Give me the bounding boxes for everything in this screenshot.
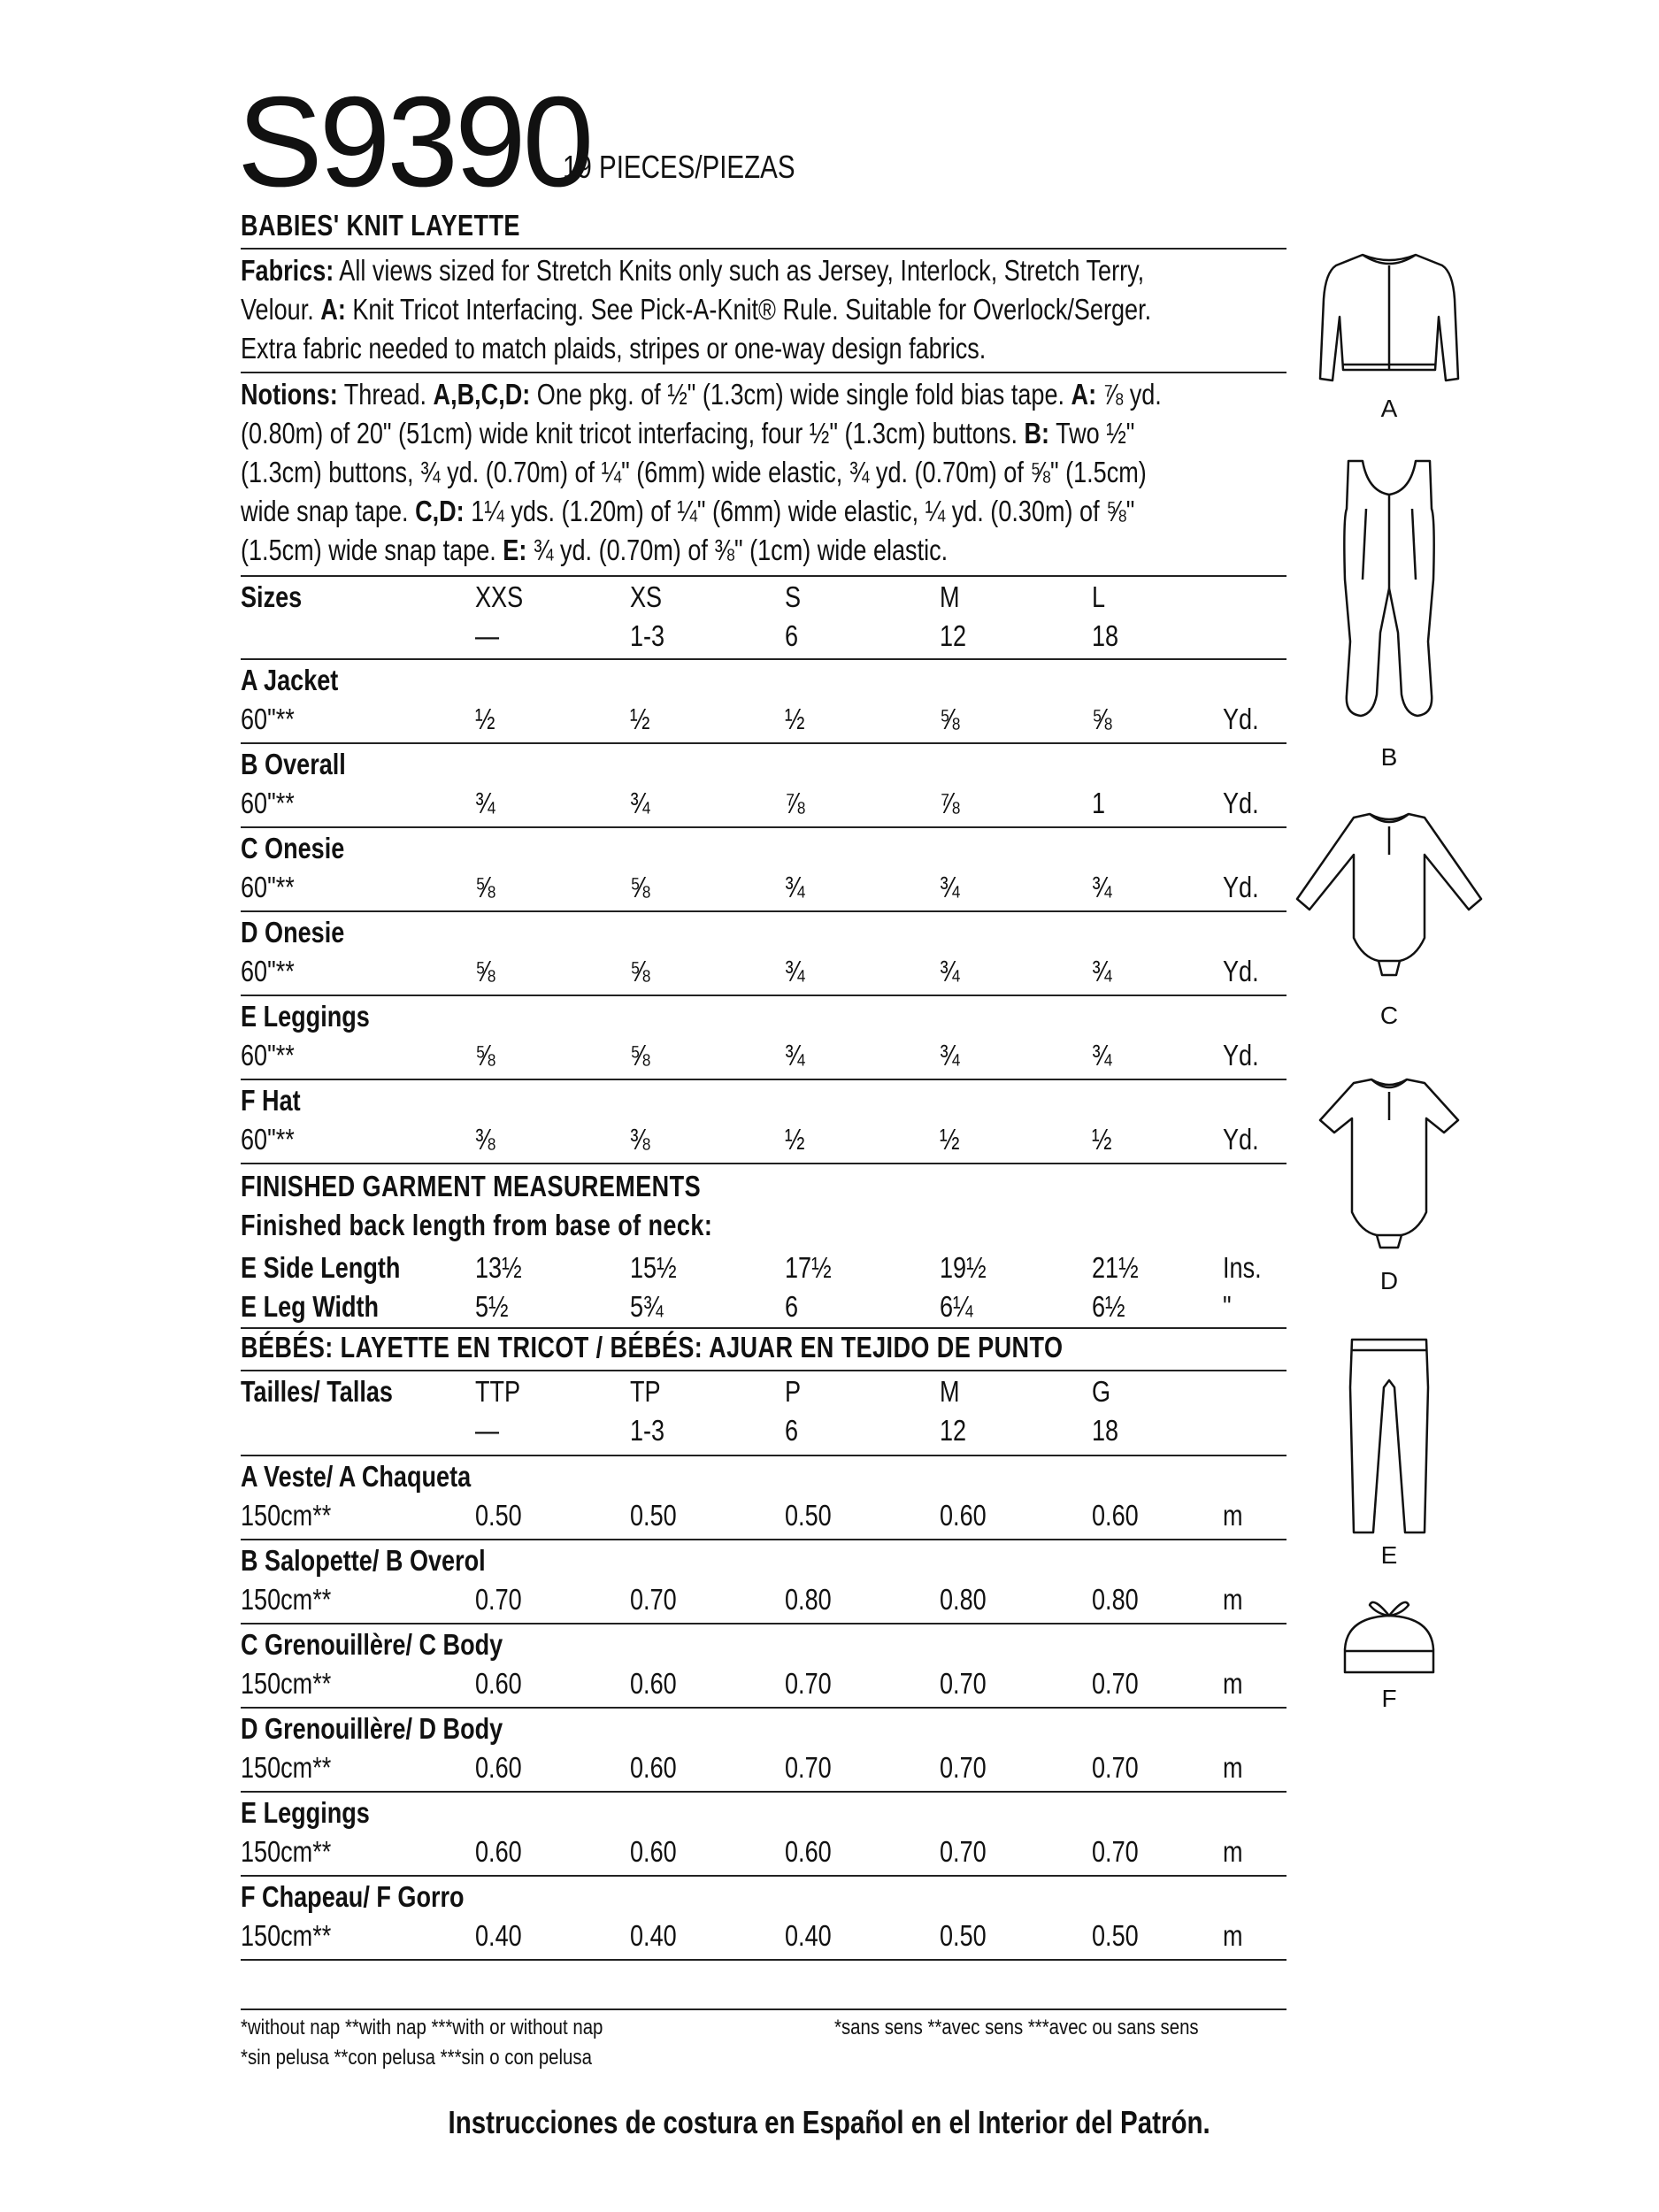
- notions-text: (0.80m) of 20" (51cm) wide knit tricot interfacing, four ½" (1.3cm) buttons.: [241, 417, 1025, 449]
- value-cell: ½: [940, 1123, 960, 1156]
- pattern-title: BABIES' KNIT LAYETTE: [241, 209, 520, 242]
- value-cell: ¾: [940, 1039, 960, 1071]
- value-cell: ¾: [940, 871, 960, 903]
- row-label: D Onesie: [241, 916, 345, 949]
- notions-section: [241, 375, 1279, 570]
- row-label: E Leggings: [241, 1000, 370, 1033]
- table-row: [241, 1793, 1286, 1877]
- row-divider: [241, 1163, 1286, 1164]
- fabric-width: 150cm**: [241, 1499, 332, 1532]
- row-label: F Hat: [241, 1084, 301, 1117]
- hat-figure: [1334, 1593, 1444, 1681]
- row-label: C Grenouillère/ C Body: [241, 1628, 503, 1661]
- fabrics-line-2b: A:: [320, 293, 346, 326]
- value-cell: 0.60: [940, 1499, 987, 1532]
- figure-label-d: D: [1379, 1267, 1399, 1294]
- value-cell: 0.50: [1092, 1919, 1139, 1952]
- value-cell: 13½: [475, 1251, 522, 1284]
- unit-cell: Yd.: [1223, 955, 1259, 987]
- table-row: [241, 660, 1286, 744]
- piece-count: 19 PIECES/PIEZAS: [563, 149, 795, 185]
- value-cell: ½: [630, 703, 650, 735]
- fabric-width: 60"**: [241, 871, 295, 903]
- row-label: E Leggings: [241, 1796, 370, 1829]
- fabric-width: 60"**: [241, 1123, 295, 1156]
- size-label: TTP: [475, 1375, 521, 1408]
- value-cell: 0.50: [630, 1499, 677, 1532]
- notions-view: C,D:: [415, 495, 465, 527]
- age-label: 6: [785, 1414, 799, 1447]
- unit-cell: Yd.: [1223, 871, 1259, 903]
- age-label: 12: [940, 1414, 967, 1447]
- row-label: D Grenouillère/ D Body: [241, 1712, 503, 1745]
- value-cell: ⅝: [630, 1039, 650, 1071]
- age-label: 18: [1092, 619, 1119, 652]
- notions-text: One pkg. of ½" (1.3cm) wide single fold bias tape.: [530, 378, 1071, 411]
- size-label: G: [1092, 1375, 1111, 1408]
- table-row: [241, 744, 1286, 828]
- value-cell: ⅝: [630, 955, 650, 987]
- value-cell: 0.60: [785, 1835, 832, 1868]
- value-cell: ¾: [785, 1039, 805, 1071]
- figure-label-b: B: [1380, 743, 1398, 771]
- value-cell: 0.60: [1092, 1499, 1139, 1532]
- age-label: —: [475, 619, 500, 652]
- fabric-width: 150cm**: [241, 1919, 332, 1952]
- value-cell: 0.60: [630, 1751, 677, 1784]
- value-cell: 0.40: [785, 1919, 832, 1952]
- fabrics-line-2a: Velour.: [241, 293, 321, 326]
- table-row: [241, 1540, 1286, 1624]
- value-cell: 0.70: [785, 1751, 832, 1784]
- row-label: F Chapeau/ F Gorro: [241, 1880, 465, 1913]
- row-label: A Veste/ A Chaqueta: [241, 1460, 472, 1493]
- table-row: [241, 1456, 1286, 1540]
- divider: [241, 248, 1286, 250]
- value-cell: ½: [785, 1123, 805, 1156]
- size-label: XXS: [475, 580, 524, 613]
- value-cell: 0.80: [940, 1583, 987, 1616]
- value-cell: 0.60: [475, 1667, 522, 1700]
- notions-text: Thread.: [337, 378, 434, 411]
- value-cell: ¾: [630, 787, 650, 819]
- value-cell: 6¼: [940, 1290, 973, 1323]
- age-label: 6: [785, 619, 799, 652]
- metric-sizes-label: Tailles/ Tallas: [241, 1375, 393, 1408]
- fabric-width: 60"**: [241, 703, 295, 735]
- fabric-width: 150cm**: [241, 1835, 332, 1868]
- footnote-spanish: *sin pelusa **con pelusa ***sin o con pelusa: [241, 2046, 592, 2070]
- value-cell: ⅞: [940, 787, 960, 819]
- value-cell: ¾: [785, 871, 805, 903]
- value-cell: ½: [1092, 1123, 1112, 1156]
- value-cell: ⅜: [630, 1123, 650, 1156]
- header: [237, 70, 1290, 213]
- jacket-figure: [1310, 246, 1469, 405]
- unit-cell: m: [1223, 1835, 1243, 1868]
- unit-cell: Yd.: [1223, 1123, 1259, 1156]
- size-label: M: [940, 1375, 960, 1408]
- row-divider: [241, 1959, 1286, 1961]
- divider: [241, 2008, 1286, 2010]
- onesie-long-sleeve-figure: [1292, 805, 1486, 982]
- value-cell: ⅝: [1092, 703, 1112, 735]
- metric-sizes-header: [241, 1371, 1286, 1453]
- value-cell: 0.70: [475, 1583, 522, 1616]
- divider: [241, 1327, 1286, 1329]
- notions-text: ¾ yd. (0.70m) of ⅜" (1cm) wide elastic.: [526, 534, 949, 566]
- value-cell: 17½: [785, 1251, 832, 1284]
- size-label: XS: [630, 580, 663, 613]
- footnote-english: *without nap **with nap ***with or without nap: [241, 2016, 603, 2039]
- value-cell: 0.60: [475, 1751, 522, 1784]
- fabrics-label: Fabrics:: [241, 254, 334, 287]
- notions-text: Two ½": [1049, 417, 1135, 449]
- value-cell: 0.50: [785, 1499, 832, 1532]
- value-cell: 19½: [940, 1251, 987, 1284]
- value-cell: 0.70: [1092, 1667, 1139, 1700]
- size-label: L: [1092, 580, 1106, 613]
- fabric-width: 150cm**: [241, 1667, 332, 1700]
- value-cell: 21½: [1092, 1251, 1139, 1284]
- table-row: [241, 1624, 1286, 1709]
- unit-cell: m: [1223, 1499, 1243, 1532]
- fabric-width: 150cm**: [241, 1583, 332, 1616]
- age-label: 12: [940, 619, 967, 652]
- value-cell: ⅝: [475, 871, 495, 903]
- table-row: [241, 1709, 1286, 1793]
- size-label: M: [940, 580, 960, 613]
- unit-cell: m: [1223, 1583, 1243, 1616]
- value-cell: 5½: [475, 1290, 509, 1323]
- onesie-short-sleeve-figure: [1317, 1071, 1462, 1256]
- value-cell: 0.80: [1092, 1583, 1139, 1616]
- value-cell: ¾: [1092, 871, 1112, 903]
- figure-label-f: F: [1381, 1685, 1397, 1712]
- value-cell: ⅞: [785, 787, 805, 819]
- measurements-title: FINISHED GARMENT MEASUREMENTS: [241, 1170, 702, 1202]
- spanish-note-text: Instrucciones de costura en Español en el Interior del Patrón.: [448, 2104, 1211, 2140]
- value-cell: ¾: [940, 955, 960, 987]
- value-cell: 0.70: [940, 1751, 987, 1784]
- value-cell: 0.40: [475, 1919, 522, 1952]
- unit-cell: m: [1223, 1919, 1243, 1952]
- value-cell: 0.40: [630, 1919, 677, 1952]
- sizes-header: [241, 577, 1286, 658]
- size-label: S: [785, 580, 802, 613]
- pattern-number: S9390: [237, 70, 591, 213]
- notions-view: E:: [503, 534, 527, 566]
- notions-text: (1.5cm) wide snap tape.: [241, 534, 503, 566]
- value-cell: ¾: [1092, 1039, 1112, 1071]
- value-cell: 0.60: [475, 1835, 522, 1868]
- size-label: TP: [630, 1375, 661, 1408]
- table-row: [241, 1286, 1286, 1325]
- sizes-label: Sizes: [241, 580, 303, 613]
- value-cell: 15½: [630, 1251, 677, 1284]
- unit-cell: Yd.: [1223, 1039, 1259, 1071]
- fabric-width: 60"**: [241, 787, 295, 819]
- size-label: P: [785, 1375, 802, 1408]
- notions-text: ⅞ yd.: [1096, 378, 1162, 411]
- fabrics-section: [241, 251, 1279, 368]
- unit-cell: m: [1223, 1751, 1243, 1784]
- notions-label: Notions:: [241, 378, 338, 411]
- value-cell: ¾: [1092, 955, 1112, 987]
- value-cell: 0.70: [940, 1667, 987, 1700]
- age-label: 1-3: [630, 619, 665, 652]
- value-cell: 1: [1092, 787, 1106, 819]
- row-label: E Leg Width: [241, 1290, 380, 1323]
- unit-cell: m: [1223, 1667, 1243, 1700]
- age-label: 1-3: [630, 1414, 665, 1447]
- value-cell: 6: [785, 1290, 799, 1323]
- footnote-french: *sans sens **avec sens ***avec ou sans sens: [834, 2016, 1199, 2039]
- value-cell: ⅝: [630, 871, 650, 903]
- table-row: [241, 1877, 1286, 1961]
- unit-cell: Yd.: [1223, 787, 1259, 819]
- spanish-instructions-note: [0, 2104, 1659, 2141]
- fabric-width: 60"**: [241, 955, 295, 987]
- value-cell: ⅝: [940, 703, 960, 735]
- figure-label-a: A: [1380, 395, 1398, 422]
- fabrics-line-3: Extra fabric needed to match plaids, stripes or one-way design fabrics.: [241, 332, 987, 365]
- table-row: [241, 1080, 1286, 1164]
- overall-figure: [1336, 456, 1442, 721]
- age-label: 18: [1092, 1414, 1119, 1447]
- value-cell: ½: [475, 703, 495, 735]
- figure-label-c: C: [1379, 1002, 1399, 1029]
- table-row: [241, 996, 1286, 1080]
- metric-title: BÉBÉS: LAYETTE EN TRICOT / BÉBÉS: AJUAR EN TEJIDO DE PUNTO: [241, 1331, 1064, 1363]
- notions-text: (1.3cm) buttons, ¾ yd. (0.70m) of ¼" (6mm) wide elastic, ¾ yd. (0.70m) of ⅝" (1.5cm): [241, 456, 1147, 488]
- value-cell: 0.80: [785, 1583, 832, 1616]
- value-cell: 0.70: [785, 1667, 832, 1700]
- unit-cell: Yd.: [1223, 703, 1259, 735]
- value-cell: ⅝: [475, 955, 495, 987]
- value-cell: ⅜: [475, 1123, 495, 1156]
- notions-text: wide snap tape.: [241, 495, 416, 527]
- fabrics-line-2c: Knit Tricot Interfacing. See Pick-A-Knit® Rule. Suitable for Overlock/Serger.: [345, 293, 1152, 326]
- fabrics-line-1: All views sized for Stretch Knits only such as Jersey, Interlock, Stretch Terry,: [334, 254, 1145, 287]
- value-cell: 0.50: [475, 1499, 522, 1532]
- notions-view: A:: [1071, 378, 1097, 411]
- figure-label-e: E: [1380, 1541, 1398, 1569]
- table-row: [241, 912, 1286, 996]
- unit-cell: ": [1223, 1290, 1232, 1323]
- row-label: E Side Length: [241, 1251, 401, 1284]
- unit-cell: Ins.: [1223, 1251, 1262, 1284]
- value-cell: 6½: [1092, 1290, 1125, 1323]
- value-cell: 0.60: [630, 1835, 677, 1868]
- fabric-width: 150cm**: [241, 1751, 332, 1784]
- value-cell: ¾: [475, 787, 495, 819]
- divider: [241, 372, 1286, 373]
- value-cell: 0.70: [940, 1835, 987, 1868]
- row-label: B Salopette/ B Overol: [241, 1544, 486, 1577]
- notions-view: B:: [1024, 417, 1050, 449]
- value-cell: 0.70: [1092, 1835, 1139, 1868]
- value-cell: 0.50: [940, 1919, 987, 1952]
- row-label: C Onesie: [241, 832, 345, 864]
- row-label: B Overall: [241, 748, 346, 780]
- notions-view: A,B,C,D:: [433, 378, 531, 411]
- value-cell: ⅝: [475, 1039, 495, 1071]
- measurements-subtitle: Finished back length from base of neck:: [241, 1209, 713, 1241]
- table-row: [241, 828, 1286, 912]
- leggings-figure: [1336, 1334, 1442, 1538]
- value-cell: 5¾: [630, 1290, 664, 1323]
- table-row: [241, 1248, 1286, 1286]
- age-label: —: [475, 1414, 500, 1447]
- value-cell: ¾: [785, 955, 805, 987]
- value-cell: 0.70: [1092, 1751, 1139, 1784]
- value-cell: 0.60: [630, 1667, 677, 1700]
- notions-text: 1¼ yds. (1.20m) of ¼" (6mm) wide elastic, ¼ yd. (0.30m) of ⅝": [464, 495, 1135, 527]
- fabric-width: 60"**: [241, 1039, 295, 1071]
- value-cell: 0.70: [630, 1583, 677, 1616]
- row-label: A Jacket: [241, 664, 339, 696]
- value-cell: ½: [785, 703, 805, 735]
